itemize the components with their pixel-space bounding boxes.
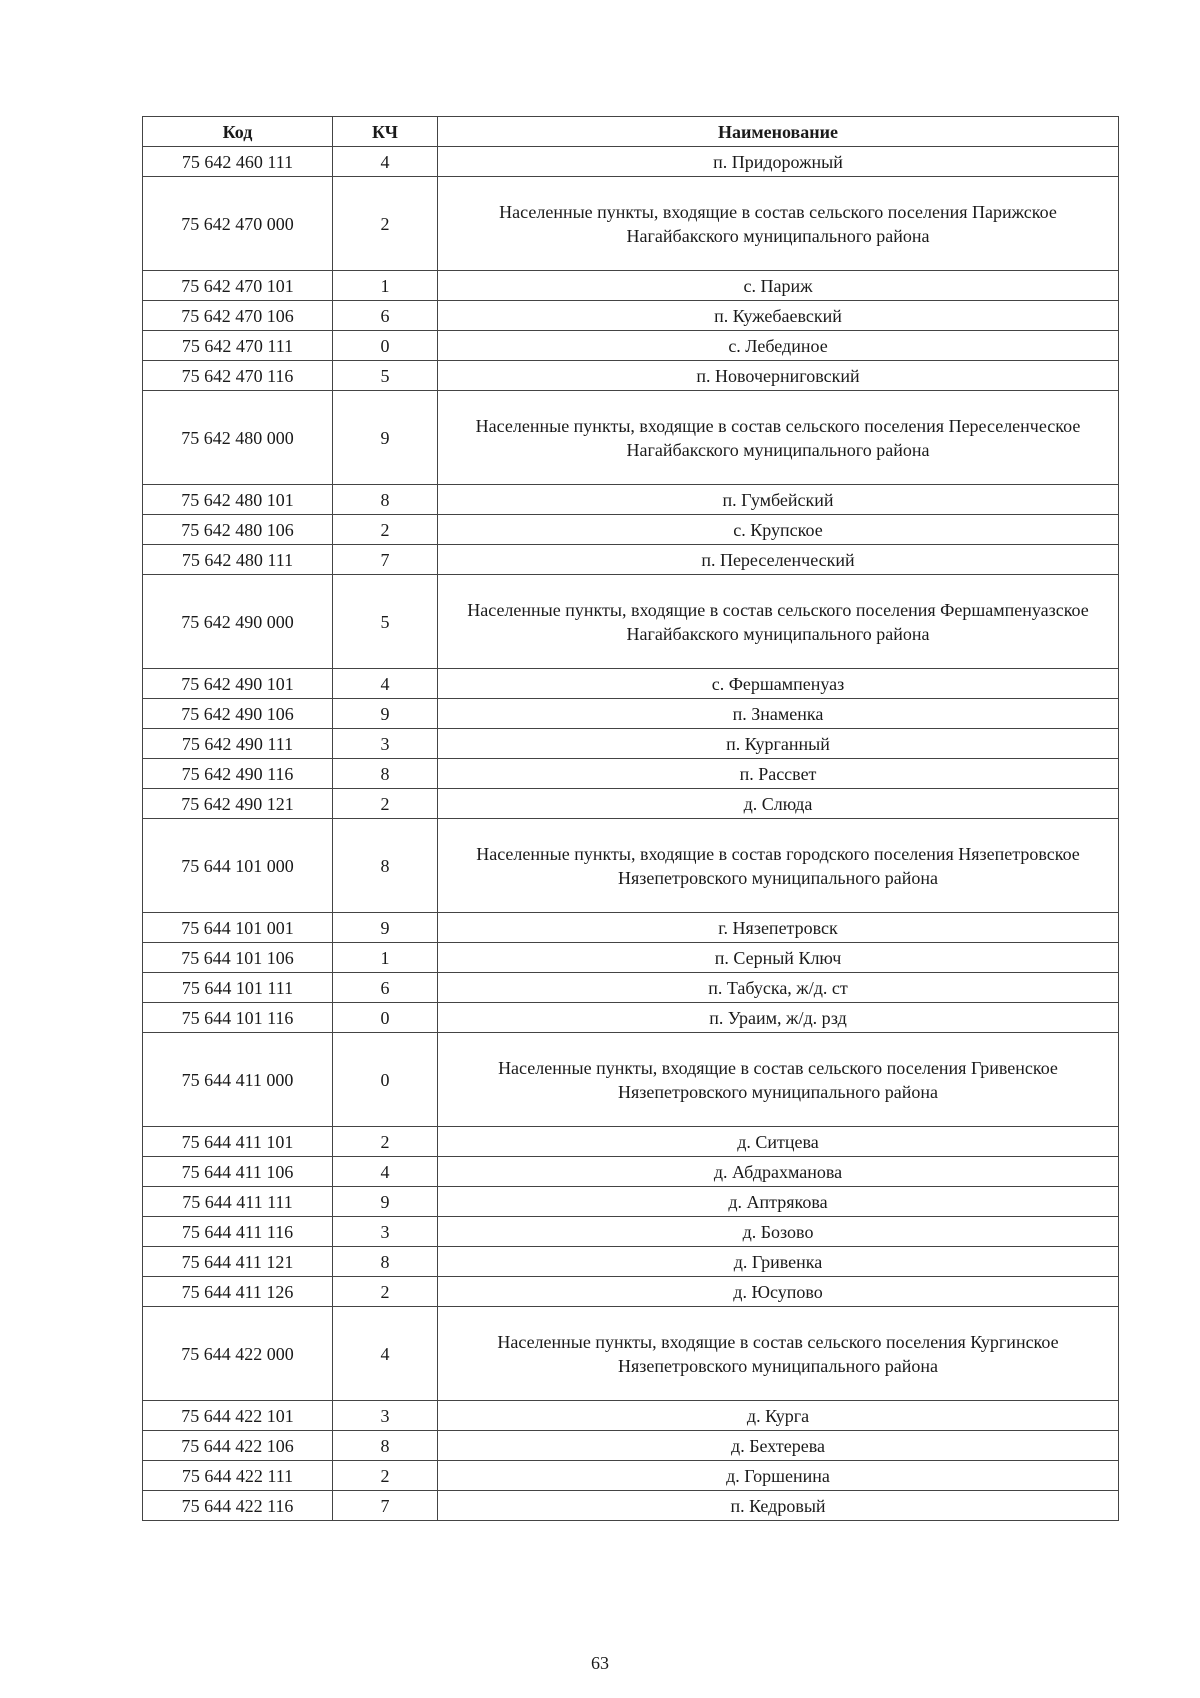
table-row-group-heading — [143, 1033, 1119, 1127]
cell-kch: 5 — [333, 361, 438, 391]
table-row — [143, 1431, 1119, 1461]
table-row — [143, 913, 1119, 943]
cell-kch: 3 — [333, 1217, 438, 1247]
cell-kch: 8 — [333, 819, 438, 913]
cell-code: 75 644 422 101 — [143, 1401, 333, 1431]
cell-name: д. Курга — [438, 1401, 1119, 1431]
cell-code: 75 642 470 111 — [143, 331, 333, 361]
table-body — [143, 147, 1119, 1521]
cell-code: 75 642 470 106 — [143, 301, 333, 331]
cell-name: Населенные пункты, входящие в состав городского поселения Нязепетровское Нязепетровского муниципального района — [438, 819, 1119, 913]
table-row — [143, 1127, 1119, 1157]
cell-kch: 7 — [333, 545, 438, 575]
cell-name: с. Париж — [438, 271, 1119, 301]
table-row — [143, 1187, 1119, 1217]
cell-code: 75 644 411 106 — [143, 1157, 333, 1187]
cell-kch: 2 — [333, 515, 438, 545]
cell-code: 75 642 490 116 — [143, 759, 333, 789]
table-row — [143, 271, 1119, 301]
table-row — [143, 515, 1119, 545]
column-header-kch: КЧ — [333, 117, 438, 147]
cell-kch: 4 — [333, 147, 438, 177]
cell-code: 75 642 490 101 — [143, 669, 333, 699]
cell-name: п. Гумбейский — [438, 485, 1119, 515]
cell-kch: 8 — [333, 1247, 438, 1277]
cell-code: 75 644 411 116 — [143, 1217, 333, 1247]
cell-kch: 4 — [333, 1157, 438, 1187]
cell-name: д. Ситцева — [438, 1127, 1119, 1157]
cell-name: Населенные пункты, входящие в состав сельского поселения Переселенческое Нагайбакского муниципального района — [438, 391, 1119, 485]
table-row — [143, 331, 1119, 361]
cell-kch: 2 — [333, 789, 438, 819]
table-row — [143, 1491, 1119, 1521]
cell-name: п. Переселенческий — [438, 545, 1119, 575]
cell-name: п. Придорожный — [438, 147, 1119, 177]
table-header-row — [143, 117, 1119, 147]
table-row — [143, 729, 1119, 759]
cell-code: 75 644 422 000 — [143, 1307, 333, 1401]
cell-kch: 6 — [333, 973, 438, 1003]
cell-name: с. Крупское — [438, 515, 1119, 545]
cell-code: 75 644 422 111 — [143, 1461, 333, 1491]
cell-kch: 4 — [333, 1307, 438, 1401]
cell-name: д. Юсупово — [438, 1277, 1119, 1307]
cell-code: 75 644 101 001 — [143, 913, 333, 943]
cell-code: 75 644 101 000 — [143, 819, 333, 913]
cell-name: с. Фершампенуаз — [438, 669, 1119, 699]
cell-kch: 2 — [333, 177, 438, 271]
table-row — [143, 1277, 1119, 1307]
cell-code: 75 644 422 106 — [143, 1431, 333, 1461]
cell-kch: 0 — [333, 331, 438, 361]
cell-code: 75 642 470 116 — [143, 361, 333, 391]
cell-name: п. Кужебаевский — [438, 301, 1119, 331]
cell-kch: 9 — [333, 1187, 438, 1217]
cell-name: д. Слюда — [438, 789, 1119, 819]
cell-name: п. Рассвет — [438, 759, 1119, 789]
cell-kch: 4 — [333, 669, 438, 699]
cell-code: 75 642 480 101 — [143, 485, 333, 515]
table-row — [143, 1157, 1119, 1187]
page-number: 63 — [591, 1653, 609, 1673]
table-row — [143, 973, 1119, 1003]
cell-name: п. Новочерниговский — [438, 361, 1119, 391]
cell-kch: 0 — [333, 1033, 438, 1127]
table-row-group-heading — [143, 575, 1119, 669]
cell-name: Населенные пункты, входящие в состав сельского поселения Фершампенуазское Нагайбакского муниципального района — [438, 575, 1119, 669]
table-row-group-heading — [143, 819, 1119, 913]
column-header-name: Наименование — [438, 117, 1119, 147]
cell-kch: 9 — [333, 699, 438, 729]
table-row — [143, 789, 1119, 819]
cell-kch: 2 — [333, 1277, 438, 1307]
cell-kch: 2 — [333, 1127, 438, 1157]
cell-code: 75 642 490 111 — [143, 729, 333, 759]
cell-code: 75 644 101 116 — [143, 1003, 333, 1033]
cell-name: п. Табуска, ж/д. ст — [438, 973, 1119, 1003]
table-row — [143, 669, 1119, 699]
cell-code: 75 642 480 111 — [143, 545, 333, 575]
cell-code: 75 642 480 106 — [143, 515, 333, 545]
cell-kch: 3 — [333, 1401, 438, 1431]
cell-kch: 8 — [333, 759, 438, 789]
cell-name: п. Курганный — [438, 729, 1119, 759]
table-row — [143, 1461, 1119, 1491]
cell-code: 75 644 411 126 — [143, 1277, 333, 1307]
cell-name: Населенные пункты, входящие в состав сельского поселения Кургинское Нязепетровского муниципального района — [438, 1307, 1119, 1401]
cell-code: 75 644 411 111 — [143, 1187, 333, 1217]
table-row-group-heading — [143, 391, 1119, 485]
table-row — [143, 1401, 1119, 1431]
table-row — [143, 1217, 1119, 1247]
cell-name: д. Абдрахманова — [438, 1157, 1119, 1187]
cell-kch: 9 — [333, 913, 438, 943]
table-row — [143, 1247, 1119, 1277]
cell-code: 75 644 101 106 — [143, 943, 333, 973]
cell-name: д. Гривенка — [438, 1247, 1119, 1277]
cell-kch: 9 — [333, 391, 438, 485]
cell-kch: 1 — [333, 943, 438, 973]
cell-kch: 7 — [333, 1491, 438, 1521]
cell-kch: 3 — [333, 729, 438, 759]
table-row — [143, 301, 1119, 331]
cell-code: 75 642 480 000 — [143, 391, 333, 485]
classifier-table — [142, 116, 1119, 1521]
table-row — [143, 545, 1119, 575]
cell-code: 75 644 411 000 — [143, 1033, 333, 1127]
cell-code: 75 642 490 106 — [143, 699, 333, 729]
cell-name: п. Серный Ключ — [438, 943, 1119, 973]
cell-code: 75 644 422 116 — [143, 1491, 333, 1521]
cell-code: 75 644 411 101 — [143, 1127, 333, 1157]
cell-name: п. Ураим, ж/д. рзд — [438, 1003, 1119, 1033]
cell-name: г. Нязепетровск — [438, 913, 1119, 943]
cell-kch: 1 — [333, 271, 438, 301]
cell-name: с. Лебединое — [438, 331, 1119, 361]
cell-code: 75 642 490 000 — [143, 575, 333, 669]
cell-code: 75 642 490 121 — [143, 789, 333, 819]
table-row — [143, 1003, 1119, 1033]
column-header-code: Код — [143, 117, 333, 147]
cell-code: 75 642 470 101 — [143, 271, 333, 301]
table-row — [143, 699, 1119, 729]
cell-kch: 2 — [333, 1461, 438, 1491]
cell-code: 75 644 411 121 — [143, 1247, 333, 1277]
table-row — [143, 759, 1119, 789]
table-row — [143, 485, 1119, 515]
cell-name: Населенные пункты, входящие в состав сельского поселения Гривенское Нязепетровского муниципального района — [438, 1033, 1119, 1127]
cell-code: 75 644 101 111 — [143, 973, 333, 1003]
cell-name: д. Бехтерева — [438, 1431, 1119, 1461]
cell-name: д. Бозово — [438, 1217, 1119, 1247]
table-row-group-heading — [143, 177, 1119, 271]
table-row — [143, 361, 1119, 391]
cell-kch: 6 — [333, 301, 438, 331]
table-row-group-heading — [143, 1307, 1119, 1401]
cell-kch: 8 — [333, 1431, 438, 1461]
cell-kch: 8 — [333, 485, 438, 515]
cell-name: п. Знаменка — [438, 699, 1119, 729]
cell-code: 75 642 460 111 — [143, 147, 333, 177]
cell-kch: 0 — [333, 1003, 438, 1033]
cell-name: д. Горшенина — [438, 1461, 1119, 1491]
cell-code: 75 642 470 000 — [143, 177, 333, 271]
cell-name: д. Аптрякова — [438, 1187, 1119, 1217]
table-row — [143, 943, 1119, 973]
cell-kch: 5 — [333, 575, 438, 669]
table-row — [143, 147, 1119, 177]
cell-name: Населенные пункты, входящие в состав сельского поселения Парижское Нагайбакского муниципального района — [438, 177, 1119, 271]
cell-name: п. Кедровый — [438, 1491, 1119, 1521]
